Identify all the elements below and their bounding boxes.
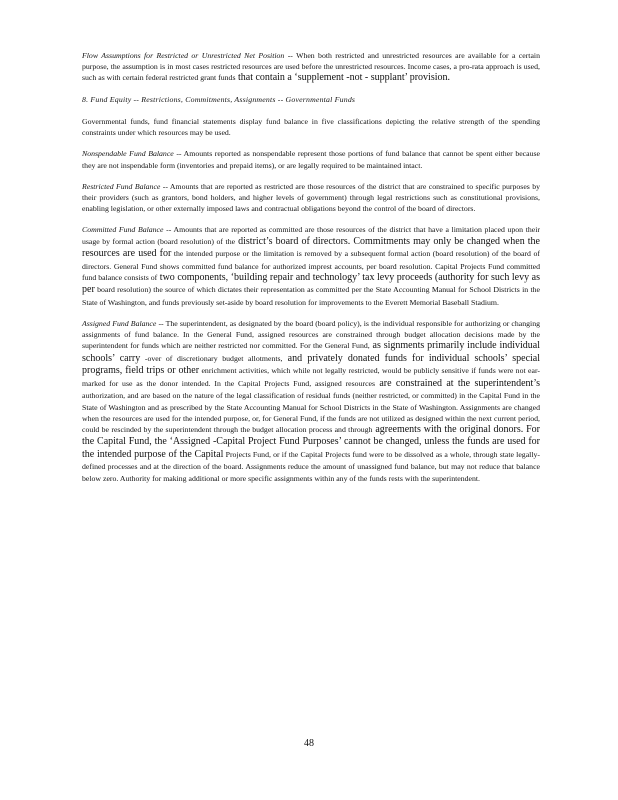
restricted-heading: Restricted Fund Balance xyxy=(82,181,161,191)
assigned-text-4: authorization, and are based on the nature of the legal classification of residual funds (neither restricted, or committed) in the Capital Fund in the State of Washington and as prescribed by the State Accounting Manual for School Districts in the State of Washington. Assignments are changed when the resources are used for the intended purpose, or, for General Fund, if the funds are not utilized as designed within the next current period, could be rescinded by the superintendent through the budget allocation process and through xyxy=(82,391,540,434)
restricted-text: -- Amounts that are reported as restricted are those resources of the district that are constrained to specific purposes by their providers (such as grantors, bond holders, and higher levels of government) through legal restrictions such as constitutional provisions, enabling legislation, or other externally imposed laws and contractual obligations beyond the control of the board of directors. xyxy=(82,181,540,214)
section-title: 8. Fund Equity -- Restrictions, Commitments, Assignments -- Governmental Funds xyxy=(82,94,356,104)
assigned-text-5: Projects Fund, or if the Capital Projects fund were to be dissolved as a whole, through state legally-defined processes and at the direction of the board. Assignments reduce the amount of unassigned fund balance, but may not reduce that balance below zero. Authority for making additional or more specific assignments within any of the funds rests with the superintendent. xyxy=(82,449,540,483)
assigned-text-large-3: are constrained at the superintendent’s xyxy=(375,377,540,389)
committed-text-large-2: two components, ‘building repair and technology’ tax levy proceeds (authority for such levy as per xyxy=(82,271,540,296)
assigned-text-3: enrichment activities, which while not legally restricted, would be publicly sensitive if funds were not ear-marked for use as the donor intended. In the Capital Projects Fund, assigned resources xyxy=(82,366,541,388)
committed-text-1: -- Amounts that are reported as committed are those resources of the district that have a limitation placed upon their usage by formal action (board resolution) of the xyxy=(82,225,540,246)
committed-paragraph xyxy=(82,224,540,308)
flow-assumptions-paragraph xyxy=(82,50,540,85)
assigned-text-large-1: as signments primarily include individual schools’ carry xyxy=(82,340,540,364)
flow-assumptions-text: -- When both restricted and unrestricted resources are available for a certain purpose, the assumption is in most cases restricted resources are used before the unrestricted resources. Income cases, a pro-rata approach is used, such as with certain federal restricted grant funds xyxy=(82,51,540,83)
nonspendable-heading: Nonspendable Fund Balance xyxy=(82,149,174,159)
assigned-text-1: -- The superintendent, as designated by the board (board policy), is the individual responsible for authorizing or changing assignments of fund balance. In the General Fund, assigned resources are constrained through budget allocation decisions made by the superintendent for funds which are neither restricted nor committed. For the General Fund, xyxy=(82,318,540,351)
governmental-funds-paragraph: Governmental funds, fund financial statements display fund balance in five classifications depicting the relative strength of the spending constraints under which resources may be used. xyxy=(82,116,540,138)
assigned-text-large-2: and privately donated funds for individual schools’ special programs, field trips or other xyxy=(82,352,541,377)
assigned-heading: Assigned Fund Balance xyxy=(82,318,157,328)
flow-assumptions-heading: Flow Assumptions for Restricted or Unrestricted Net Position xyxy=(82,51,285,60)
committed-text-2: the intended purpose or the limitation is removed by a subsequent formal action (board resolution) of the board of directors. General Fund shows committed fund balance for authorized imprest accounts, per board resolution. Capital Projects Fund committed fund balance consists of xyxy=(82,249,540,282)
flow-assumptions-text-large: that contain a ‘supplement -not - supplant’ provision. xyxy=(235,72,450,84)
assigned-text-large-4: agreements with the original donors. For the Capital Fund, the ‘Assigned -Capital Project Fund Purposes’ cannot be changed, unless the funds are used for the intended purpose of the Capital xyxy=(82,423,540,460)
page-number: 48 xyxy=(304,738,314,749)
nonspendable-paragraph xyxy=(82,148,540,170)
assigned-text-2: -over of discretionary budget allotments, xyxy=(140,353,283,363)
committed-text-large-1: district’s board of directors. Commitments may only be changed when the resources are used for xyxy=(82,235,540,260)
assigned-paragraph xyxy=(82,318,540,484)
committed-heading: Committed Fund Balance xyxy=(82,225,164,235)
document-body xyxy=(82,50,540,494)
committed-text-3: board resolution) the source of which dictates their representation as committed per the State Accounting Manual for School Districts in the State of Washington, and funds previously set-aside by board resolution for improvements to the Everett Memorial Baseball Stadium. xyxy=(82,285,540,307)
nonspendable-text: -- Amounts reported as nonspendable represent those portions of fund balance that cannot be spent either because they are not inspendable form (inventories and prepaid items), or are legally required to be maintained intact. xyxy=(82,149,540,170)
restricted-paragraph xyxy=(82,181,540,215)
